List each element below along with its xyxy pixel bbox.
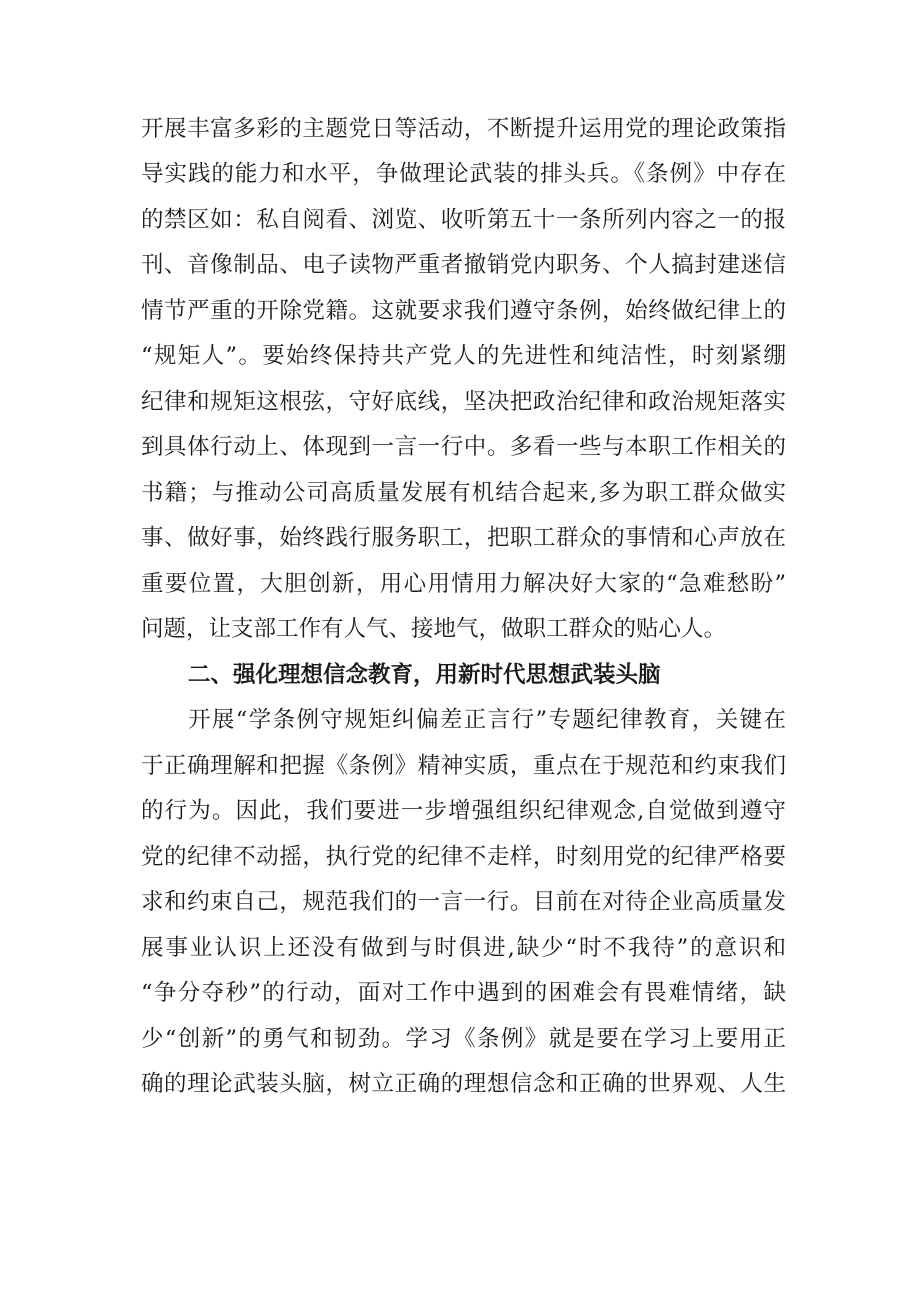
section-heading: 二、强化理想信念教育，用新时代思想武装头脑 <box>188 662 661 688</box>
paragraph-line: 刊、音像制品、电子读物严重者撤销党内职务、个人搞封建迷信 <box>141 252 786 278</box>
paragraph-line: 确的理论武装头脑，树立正确的理想信念和正确的世界观、人生 <box>141 1071 786 1097</box>
paragraph-line: 书籍；与推动公司高质量发展有机结合起来,多为职工群众做实 <box>141 480 786 506</box>
paragraph-line: 开展“学条例守规矩纠偏差正言行”专题纪律教育，关键在 <box>188 707 786 733</box>
paragraph-line: 的禁区如：私自阅看、浏览、收听第五十一条所列内容之一的报 <box>141 207 786 233</box>
paragraph-line: 重要位置，大胆创新，用心用情用力解决好大家的“急难愁盼” <box>141 571 786 597</box>
paragraph-line: 导实践的能力和水平，争做理论武装的排头兵。《条例》中存在 <box>141 161 786 187</box>
paragraph-line: 事、做好事，始终践行服务职工，把职工群众的事情和心声放在 <box>141 525 786 551</box>
paragraph-line: 求和约束自己，规范我们的一言一行。目前在对待企业高质量发 <box>141 889 786 915</box>
paragraph-line: 党的纪律不动摇，执行党的纪律不走样，时刻用党的纪律严格要 <box>141 844 786 870</box>
paragraph-line: 开展丰富多彩的主题党日等活动，不断提升运用党的理论政策指 <box>141 116 786 142</box>
paragraph-line: 展事业认识上还没有做到与时俱进,缺少“时不我待”的意识和 <box>141 935 786 961</box>
paragraph-line: 于正确理解和把握《条例》精神实质，重点在于规范和约束我们 <box>141 753 786 779</box>
paragraph-line: 情节严重的开除党籍。这就要求我们遵守条例，始终做纪律上的 <box>141 298 786 324</box>
paragraph-line: 到具体行动上、体现到一言一行中。多看一些与本职工作相关的 <box>141 434 786 460</box>
paragraph-line: “规矩人”。要始终保持共产党人的先进性和纯洁性，时刻紧绷 <box>141 343 786 369</box>
paragraph-line: “争分夺秒”的行动，面对工作中遇到的困难会有畏难情绪，缺 <box>141 980 786 1006</box>
paragraph-line: 的行为。因此，我们要进一步增强组织纪律观念,自觉做到遵守 <box>141 798 786 824</box>
paragraph-line: 问题，让支部工作有人气、接地气，做职工群众的贴心人。 <box>141 616 727 642</box>
paragraph-line: 纪律和规矩这根弦，守好底线，坚决把政治纪律和政治规矩落实 <box>141 389 786 415</box>
paragraph-line: 少“创新”的勇气和韧劲。学习《条例》就是要在学习上要用正 <box>141 1026 786 1052</box>
